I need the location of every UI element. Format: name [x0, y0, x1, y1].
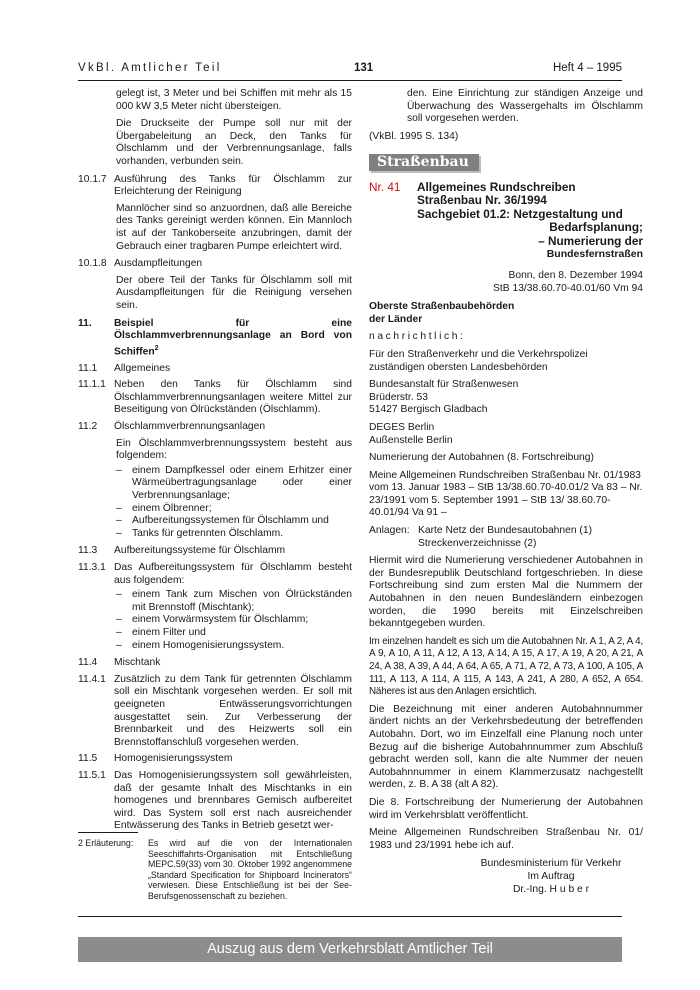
section-11-2 [78, 421, 352, 434]
section-number: 11.3.1 [78, 562, 106, 574]
section-text: Das Aufbereitungssystem für Ölschlamm besteht aus folgendem: [114, 562, 352, 586]
addressee: Oberste Straßenbaubehörden [369, 301, 515, 313]
section-number: 10.1.7 [78, 173, 107, 185]
paragraph: den. Eine Einrichtung zur ständigen Anzeige und Überwachung des Wassergehalts im Ölschlamm soll vorgesehen werden. [407, 88, 643, 125]
paragraph: Meine Allgemeinen Rundschreiben Straßenbau Nr. 01/ 1983 und 23/1991 hebe ich auf. [369, 827, 643, 851]
section-number: 11.2 [78, 421, 98, 433]
recipient: Außenstelle Berlin [369, 434, 453, 446]
section-title: Allgemeines [114, 362, 171, 374]
date-block [369, 270, 643, 295]
section-number: 11.5.1 [78, 769, 106, 781]
recipient: Brüderstr. 53 [369, 391, 428, 403]
section-text: Das Homogenisierungssystem soll gewährleisten, daß der gesamte Inhalt des Mischtanks in ein homogenes und brennbares Gemisch aufbereitet wird. Das System soll erst nach ausreichender Entwässerung des Tanks in Betrieb gesetzt wer- [114, 769, 352, 832]
section-banner: Straßenbau [369, 154, 479, 171]
list-item-text: einem Vorwärmsystem für Ölschlamm; [132, 614, 309, 626]
attachments-label: Anlagen: [369, 525, 410, 537]
section-number: 11.3 [78, 545, 98, 557]
signature-line: Im Auftrag [527, 870, 575, 882]
citation: (VkBl. 1995 S. 134) [369, 130, 459, 142]
section-11-5 [78, 753, 352, 766]
list-item: – einem Tank zum Mischen von Ölrückständen mit Brennstoff (Mischtank); [116, 589, 352, 613]
paragraph: Der obere Teil der Tanks für Ölschlamm soll mit Ausdampfleitungen für die Reinigung versehen sein. [116, 274, 352, 311]
list-item-text: Tanks für getrennten Ölschlamm. [132, 527, 284, 539]
reference-text: Meine Allgemeinen Rundschreiben Straßenbau Nr. 01/1983 vom 13. Januar 1983 – StB 13/38.60.70-40.01/2 Va 83 – Nr. 23/1991 vom 5. September 1991 – StB 13/ 38.60.70-40.01/94 Va 91 – [369, 469, 643, 519]
section-text: Zusätzlich zu dem Tank für getrennten Ölschlamm soll ein Mischtank vorgesehen werden. Er soll mit geeigneten Entwässerungsvorrichtungen ausgestattet sein. Zur Verbesserung der Brennbarkeit und des Heizwerts soll ein Brennstoffanschluß vorgesehen werden. [114, 673, 352, 748]
list-item-text: einem Ölbrenner; [132, 502, 212, 514]
recipient: Für den Straßenverkehr und die Verkehrspolizei zuständigen obersten Landesbehörden [369, 348, 588, 373]
section-11-1 [78, 363, 352, 376]
cc-label: nachrichtlich: [369, 331, 466, 343]
title-line: – Numerierung der [538, 233, 643, 248]
header-rule [78, 80, 622, 81]
section-11-1-1 [78, 379, 352, 417]
paragraph: Die Bezeichnung mit einer anderen Autobahnnummer ändert nichts an der Verkehrsbedeutung der betreffenden Autobahn. Dort, wo im Einzelfall eine Planung noch unter Bezug auf die bisherige Autobahnnummer zum Abschluß gebracht werden soll, kann die alte Nummer der neuen Autobahnnummer in einem Klammerzusatz nachgestellt werden, z. B. A 38 (alt A 82). [369, 703, 643, 791]
title-line: Allgemeines Rundschreiben [417, 179, 576, 194]
paragraph: Im einzelnen handelt es sich um die Autobahnen Nr. A 1, A 2, A 4, A 9, A 10, A 11, A 12, A 13, A 14, A 15, A 17, A 19, A 20, A 21, A 24, A 38, A 39, A 44, A 64, A 65, A 71, A 72, A 73, A 100, A 105, A 111, A 113, A 114, A 115, A 143, A 241, A 280, A 652, A 654. Näheres ist aus den Anlagen ersichtlich. [369, 635, 643, 698]
section-11 [78, 318, 352, 359]
date: Bonn, den 8. Dezember 1994 [508, 269, 643, 281]
section-number: 11.1 [78, 362, 98, 374]
section-number: 11.4 [78, 657, 98, 669]
attachments [369, 525, 643, 550]
paragraph: Ein Ölschlammverbrennungssystem besteht aus folgendem: [116, 437, 352, 462]
footnote-rule [78, 832, 138, 833]
circular-title-block [369, 181, 643, 262]
attachments-list: Karte Netz der Bundesautobahnen (1) Streckenverzeichnisse (2) [418, 525, 593, 549]
paragraph: gelegt ist, 3 Meter und bei Schiffen mit mehr als 15 000 kW 3,5 Meter nicht übersteigen. [116, 88, 352, 112]
signature-line: Dr.-Ing. H u b e r [512, 883, 590, 895]
section-number: 11. [78, 317, 92, 329]
list-item-text: einem Dampfkessel oder einem Erhitzer einer Wärmeübertragungsanlage oder einer Verbrennungsanlage; [132, 464, 352, 502]
title-line: Bundesfernstraßen [546, 248, 643, 261]
section-11-4-1 [78, 674, 352, 750]
section-title: Aufbereitungssysteme für Ölschlamm [114, 545, 286, 557]
title-line: Sachgebiet 01.2: Netzgestaltung und [417, 206, 623, 221]
section-title-text: Beispiel für eine Ölschlammverbrennungsanlage an Bord von Schiffen [114, 317, 352, 358]
recipient: Bundesanstalt für Straßenwesen [369, 379, 519, 391]
paragraph: Die 8. Fortschreibung der Numerierung der Autobahnen wird im Verkehrsblatt veröffentlicht. [369, 796, 643, 821]
list-item-text: einem Tank zum Mischen von Ölrückständen mit Brennstoff (Mischtank); [132, 589, 352, 613]
paragraph: Mannlöcher sind so anzuordnen, daß alle Bereiche des Tanks gereinigt werden können. Ein Mannloch ist auf der Tankoberseite anzubringen, damit der Gebrauch einer tragbaren Pumpe erleichtert wird. [116, 202, 352, 252]
signature-line: Bundesministerium für Verkehr [480, 858, 622, 870]
section-title [114, 318, 352, 359]
section-title: Homogenisierungssystem [114, 753, 233, 765]
bottom-rule [78, 916, 622, 917]
left-column [78, 88, 352, 837]
section-11-3 [78, 545, 352, 558]
list-item: – einem Dampfkessel oder einem Erhitzer einer Wärmeübertragungsanlage oder einer Verbrennungsanlage; [116, 464, 352, 502]
circular-title [417, 181, 643, 262]
footnote-text: Es wird auf die von der Internationalen Seeschiffahrts-Organisation mit Entschließung MEPC.59(33) vom 30. Oktober 1992 angenommene „Standard Specification for Shipboard Incinerators“ verwiesen. Diese Entschließung ist bei der See-Berufsgenossenschaft zu beziehen. [148, 838, 352, 901]
recipient: DEGES Berlin [369, 421, 435, 433]
footnote [78, 838, 352, 902]
list-item: – Tanks für getrennten Ölschlamm. [78, 528, 352, 541]
circular-number: Nr. 41 [369, 179, 401, 194]
page-number: 131 [354, 62, 374, 74]
title-line: Straßenbau Nr. 36/1994 [417, 193, 547, 208]
paragraph: Die Druckseite der Pumpe soll nur mit der Übergabeleitung an Deck, den Tanks für Ölschlamm und der Verbrennungsanlage, falls vorhanden, verbunden sein. [116, 118, 352, 167]
right-column [369, 88, 643, 896]
footnote-ref: 2 [154, 344, 159, 352]
issue-label: Heft 4 – 1995 [552, 62, 622, 74]
section-number: 11.1.1 [78, 379, 106, 391]
paragraph: Hiermit wird die Numerierung verschiedener Autobahnen in der Bundesrepublik Deutschland fortgeschrieben. In diese Fortschreibung sind zum ersten Mal die Nummern der Autobahnen in den neuen Bundesländern einbezogen worden, die 1990 bereits mit Einzelschreiben bekanntgegeben wurden. [369, 555, 643, 630]
section-number: 11.5 [78, 753, 98, 765]
section-10-1-8 [78, 258, 352, 271]
subject: Numerierung der Autobahnen (8. Fortschreibung) [369, 452, 594, 464]
section-number: 11.4.1 [78, 673, 106, 685]
section-11-3-1 [78, 562, 352, 587]
list-item: – einem Filter und [78, 627, 352, 640]
list-item: – einem Ölbrenner; [78, 503, 352, 516]
section-11-4 [78, 657, 352, 670]
section-title: Mischtank [114, 657, 161, 669]
list-item: – Aufbereitungssystemen für Ölschlamm und [78, 515, 352, 528]
list-item-text: Aufbereitungssystemen für Ölschlamm und [132, 515, 329, 527]
section-11-5-1 [78, 770, 352, 833]
section-title: Ausdampfleitungen [114, 258, 203, 270]
journal-name: VkBl. Amtlicher Teil [78, 62, 222, 74]
section-10-1-7 [78, 174, 352, 199]
list-item: – einem Homogenisierungssystem. [78, 640, 352, 653]
signature-block [369, 858, 643, 896]
reference-code: StB 13/38.60.70-40.01/60 Vm 94 [493, 282, 643, 294]
list-item-text: einem Filter und [132, 626, 206, 638]
addressee: der Länder [369, 313, 423, 325]
section-text: Neben den Tanks für Ölschlamm sind Ölschlammverbrennungsanlagen weitere Mittel zur Beseitigung von Ölrückständen (Ölschlamm). [114, 379, 352, 416]
list-item-text: einem Homogenisierungssystem. [132, 639, 285, 651]
title-line: Bedarfsplanung; [549, 220, 643, 235]
page-header [78, 62, 622, 80]
recipient: 51427 Bergisch Gladbach [369, 404, 488, 416]
section-title: Ölschlammverbrennungsanlagen [114, 421, 266, 433]
footer-banner: Auszug aus dem Verkehrsblatt Amtlicher Teil [78, 937, 622, 962]
section-title: Ausführung des Tanks für Ölschlamm zur Erleichterung der Reinigung [114, 173, 352, 198]
section-number: 10.1.8 [78, 258, 107, 270]
list-item: – einem Vorwärmsystem für Ölschlamm; [78, 614, 352, 627]
footnote-label: 2 Erläuterung: [78, 838, 134, 848]
